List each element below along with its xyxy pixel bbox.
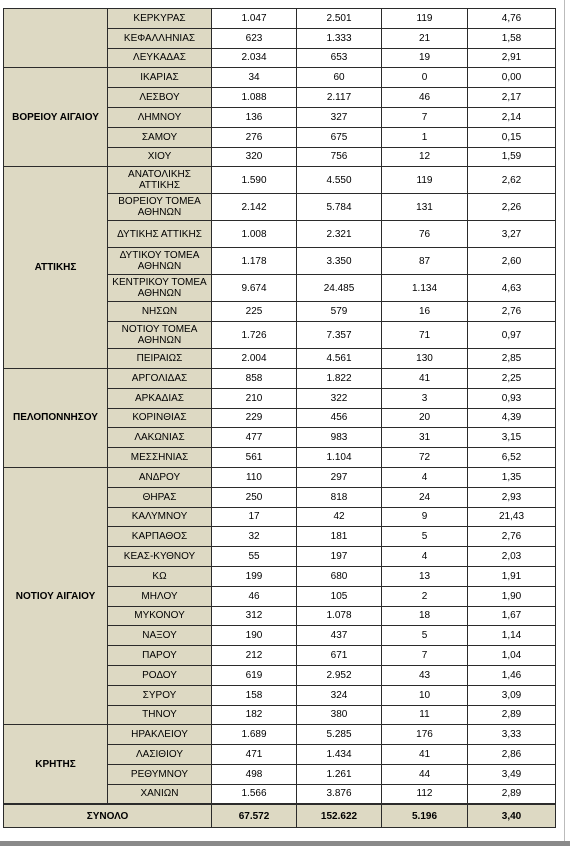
- prefecture-cell: ΛΕΣΒΟΥ: [108, 88, 212, 108]
- value-cell: 498: [212, 764, 297, 784]
- value-cell: 2.034: [212, 48, 297, 68]
- value-cell: 18: [382, 606, 468, 626]
- value-cell: 250: [212, 487, 297, 507]
- value-cell: 2,62: [468, 167, 556, 194]
- value-cell: 10: [382, 685, 468, 705]
- value-cell: 46: [382, 88, 468, 108]
- value-cell: 112: [382, 784, 468, 804]
- value-cell: 653: [297, 48, 382, 68]
- value-cell: 3,09: [468, 685, 556, 705]
- value-cell: 7: [382, 107, 468, 127]
- value-cell: 1.822: [297, 368, 382, 388]
- total-value-cell: 67.572: [212, 804, 297, 828]
- value-cell: 2,93: [468, 487, 556, 507]
- value-cell: 4.550: [297, 167, 382, 194]
- value-cell: 2.004: [212, 349, 297, 369]
- prefecture-cell: ΠΕΙΡΑΙΩΣ: [108, 349, 212, 369]
- value-cell: 1.134: [382, 275, 468, 302]
- value-cell: 181: [297, 527, 382, 547]
- table-row: [4, 467, 556, 487]
- page-bottom-bar: [0, 841, 570, 846]
- value-cell: 4: [382, 547, 468, 567]
- value-cell: 477: [212, 428, 297, 448]
- value-cell: 105: [297, 586, 382, 606]
- prefecture-cell: ΧΑΝΙΩΝ: [108, 784, 212, 804]
- value-cell: 197: [297, 547, 382, 567]
- value-cell: 4,39: [468, 408, 556, 428]
- prefecture-cell: ΔΥΤΙΚΗΣ ΑΤΤΙΚΗΣ: [108, 221, 212, 248]
- value-cell: 1.088: [212, 88, 297, 108]
- value-cell: 1.590: [212, 167, 297, 194]
- prefecture-cell: ΚΕΦΑΛΛΗΝΙΑΣ: [108, 28, 212, 48]
- prefecture-cell: ΣΥΡΟΥ: [108, 685, 212, 705]
- value-cell: 41: [382, 745, 468, 765]
- value-cell: 225: [212, 302, 297, 322]
- value-cell: 2,89: [468, 784, 556, 804]
- value-cell: 3,33: [468, 725, 556, 745]
- value-cell: 43: [382, 665, 468, 685]
- value-cell: 34: [212, 68, 297, 88]
- value-cell: 71: [382, 322, 468, 349]
- value-cell: 1,90: [468, 586, 556, 606]
- value-cell: 1.726: [212, 322, 297, 349]
- value-cell: 1,46: [468, 665, 556, 685]
- value-cell: 327: [297, 107, 382, 127]
- region-cell: ΝΟΤΙΟΥ ΑΙΓΑΙΟΥ: [4, 467, 108, 724]
- value-cell: 2,14: [468, 107, 556, 127]
- value-cell: 983: [297, 428, 382, 448]
- value-cell: 24.485: [297, 275, 382, 302]
- value-cell: 9.674: [212, 275, 297, 302]
- value-cell: 2,17: [468, 88, 556, 108]
- value-cell: 1.566: [212, 784, 297, 804]
- value-cell: 680: [297, 566, 382, 586]
- value-cell: 158: [212, 685, 297, 705]
- value-cell: 119: [382, 9, 468, 29]
- value-cell: 3,15: [468, 428, 556, 448]
- value-cell: 55: [212, 547, 297, 567]
- value-cell: 41: [382, 368, 468, 388]
- value-cell: 671: [297, 646, 382, 666]
- value-cell: 2,25: [468, 368, 556, 388]
- value-cell: 437: [297, 626, 382, 646]
- value-cell: 0,97: [468, 322, 556, 349]
- value-cell: 182: [212, 705, 297, 725]
- value-cell: 1: [382, 127, 468, 147]
- value-cell: 76: [382, 221, 468, 248]
- prefecture-cell: ΘΗΡΑΣ: [108, 487, 212, 507]
- prefecture-cell: ΝΑΞΟΥ: [108, 626, 212, 646]
- value-cell: 2,89: [468, 705, 556, 725]
- value-cell: 675: [297, 127, 382, 147]
- value-cell: 818: [297, 487, 382, 507]
- value-cell: 229: [212, 408, 297, 428]
- value-cell: 2.321: [297, 221, 382, 248]
- prefecture-cell: ΧΙΟΥ: [108, 147, 212, 167]
- prefecture-cell: ΚΕΡΚΥΡΑΣ: [108, 9, 212, 29]
- value-cell: 324: [297, 685, 382, 705]
- region-cell: ΠΕΛΟΠΟΝΝΗΣΟΥ: [4, 368, 108, 467]
- value-cell: 579: [297, 302, 382, 322]
- value-cell: 7.357: [297, 322, 382, 349]
- value-cell: 190: [212, 626, 297, 646]
- region-cell: ΑΤΤΙΚΗΣ: [4, 167, 108, 369]
- value-cell: 1.178: [212, 248, 297, 275]
- prefecture-cell: ΝΟΤΙΟΥ ΤΟΜΕΑ ΑΘΗΝΩΝ: [108, 322, 212, 349]
- prefecture-cell: ΚΟΡΙΝΘΙΑΣ: [108, 408, 212, 428]
- region-cell: [4, 9, 108, 68]
- value-cell: 19: [382, 48, 468, 68]
- value-cell: 3.350: [297, 248, 382, 275]
- value-cell: 130: [382, 349, 468, 369]
- prefecture-cell: ΜΥΚΟΝΟΥ: [108, 606, 212, 626]
- value-cell: 21,43: [468, 507, 556, 527]
- prefecture-cell: ΚΑΛΥΜΝΟΥ: [108, 507, 212, 527]
- value-cell: 13: [382, 566, 468, 586]
- prefecture-cell: ΣΑΜΟΥ: [108, 127, 212, 147]
- value-cell: 46: [212, 586, 297, 606]
- value-cell: 0,00: [468, 68, 556, 88]
- value-cell: 6,52: [468, 448, 556, 468]
- value-cell: 5: [382, 527, 468, 547]
- value-cell: 276: [212, 127, 297, 147]
- prefecture-cell: ΑΝΔΡΟΥ: [108, 467, 212, 487]
- value-cell: 12: [382, 147, 468, 167]
- value-cell: 2,85: [468, 349, 556, 369]
- value-cell: 1.047: [212, 9, 297, 29]
- value-cell: 4,76: [468, 9, 556, 29]
- value-cell: 60: [297, 68, 382, 88]
- value-cell: 21: [382, 28, 468, 48]
- value-cell: 11: [382, 705, 468, 725]
- region-cell: ΚΡΗΤΗΣ: [4, 725, 108, 804]
- value-cell: 297: [297, 467, 382, 487]
- statistics-table: [3, 8, 556, 828]
- table-row: [4, 167, 556, 194]
- value-cell: 4: [382, 467, 468, 487]
- prefecture-cell: ΜΗΛΟΥ: [108, 586, 212, 606]
- value-cell: 3: [382, 388, 468, 408]
- value-cell: 87: [382, 248, 468, 275]
- value-cell: 2,03: [468, 547, 556, 567]
- prefecture-cell: ΑΡΓΟΛΙΔΑΣ: [108, 368, 212, 388]
- prefecture-cell: ΤΗΝΟΥ: [108, 705, 212, 725]
- value-cell: 72: [382, 448, 468, 468]
- prefecture-cell: ΝΗΣΩΝ: [108, 302, 212, 322]
- prefecture-cell: ΚΑΡΠΑΘΟΣ: [108, 527, 212, 547]
- value-cell: 312: [212, 606, 297, 626]
- value-cell: 2.117: [297, 88, 382, 108]
- value-cell: 380: [297, 705, 382, 725]
- value-cell: 3,27: [468, 221, 556, 248]
- prefecture-cell: ΚΕΝΤΡΙΚΟΥ ΤΟΜΕΑ ΑΘΗΝΩΝ: [108, 275, 212, 302]
- value-cell: 1,14: [468, 626, 556, 646]
- value-cell: 5.285: [297, 725, 382, 745]
- value-cell: 1.434: [297, 745, 382, 765]
- value-cell: 5: [382, 626, 468, 646]
- table-row: [4, 68, 556, 88]
- value-cell: 24: [382, 487, 468, 507]
- value-cell: 1.104: [297, 448, 382, 468]
- value-cell: 4,63: [468, 275, 556, 302]
- value-cell: 623: [212, 28, 297, 48]
- value-cell: 1,58: [468, 28, 556, 48]
- total-label: ΣΥΝΟΛΟ: [4, 804, 212, 828]
- value-cell: 471: [212, 745, 297, 765]
- value-cell: 32: [212, 527, 297, 547]
- value-cell: 199: [212, 566, 297, 586]
- prefecture-cell: ΒΟΡΕΙΟΥ ΤΟΜΕΑ ΑΘΗΝΩΝ: [108, 194, 212, 221]
- value-cell: 4.561: [297, 349, 382, 369]
- value-cell: 619: [212, 665, 297, 685]
- table-row: [4, 9, 556, 29]
- value-cell: 136: [212, 107, 297, 127]
- prefecture-cell: ΑΡΚΑΔΙΑΣ: [108, 388, 212, 408]
- value-cell: 456: [297, 408, 382, 428]
- table-row: [4, 725, 556, 745]
- value-cell: 2: [382, 586, 468, 606]
- page-edge-line: [564, 0, 565, 841]
- value-cell: 1,91: [468, 566, 556, 586]
- value-cell: 16: [382, 302, 468, 322]
- value-cell: 2,76: [468, 527, 556, 547]
- prefecture-cell: ΔΥΤΙΚΟΥ ΤΟΜΕΑ ΑΘΗΝΩΝ: [108, 248, 212, 275]
- value-cell: 1.333: [297, 28, 382, 48]
- value-cell: 1.261: [297, 764, 382, 784]
- value-cell: 2.501: [297, 9, 382, 29]
- prefecture-cell: ΙΚΑΡΙΑΣ: [108, 68, 212, 88]
- prefecture-cell: ΛΑΣΙΘΙΟΥ: [108, 745, 212, 765]
- value-cell: 322: [297, 388, 382, 408]
- table-body: [4, 9, 556, 828]
- value-cell: 17: [212, 507, 297, 527]
- value-cell: 1,67: [468, 606, 556, 626]
- value-cell: 119: [382, 167, 468, 194]
- total-row: [4, 804, 556, 828]
- value-cell: 0,93: [468, 388, 556, 408]
- value-cell: 42: [297, 507, 382, 527]
- value-cell: 131: [382, 194, 468, 221]
- prefecture-cell: ΡΕΘΥΜΝΟΥ: [108, 764, 212, 784]
- value-cell: 2,91: [468, 48, 556, 68]
- total-value-cell: 3,40: [468, 804, 556, 828]
- value-cell: 2,60: [468, 248, 556, 275]
- value-cell: 20: [382, 408, 468, 428]
- prefecture-cell: ΛΗΜΝΟΥ: [108, 107, 212, 127]
- value-cell: 1.078: [297, 606, 382, 626]
- value-cell: 3,49: [468, 764, 556, 784]
- prefecture-cell: ΜΕΣΣΗΝΙΑΣ: [108, 448, 212, 468]
- prefecture-cell: ΗΡΑΚΛΕΙΟΥ: [108, 725, 212, 745]
- value-cell: 2,26: [468, 194, 556, 221]
- value-cell: 0: [382, 68, 468, 88]
- value-cell: 1,04: [468, 646, 556, 666]
- value-cell: 5.784: [297, 194, 382, 221]
- value-cell: 320: [212, 147, 297, 167]
- value-cell: 44: [382, 764, 468, 784]
- value-cell: 2.142: [212, 194, 297, 221]
- value-cell: 9: [382, 507, 468, 527]
- value-cell: 176: [382, 725, 468, 745]
- value-cell: 7: [382, 646, 468, 666]
- prefecture-cell: ΑΝΑΤΟΛΙΚΗΣ ΑΤΤΙΚΗΣ: [108, 167, 212, 194]
- total-value-cell: 5.196: [382, 804, 468, 828]
- value-cell: 0,15: [468, 127, 556, 147]
- value-cell: 212: [212, 646, 297, 666]
- value-cell: 1,35: [468, 467, 556, 487]
- value-cell: 110: [212, 467, 297, 487]
- prefecture-cell: ΛΑΚΩΝΙΑΣ: [108, 428, 212, 448]
- value-cell: 2,86: [468, 745, 556, 765]
- value-cell: 858: [212, 368, 297, 388]
- value-cell: 756: [297, 147, 382, 167]
- prefecture-cell: ΚΕΑΣ-ΚΥΘΝΟΥ: [108, 547, 212, 567]
- prefecture-cell: ΚΩ: [108, 566, 212, 586]
- value-cell: 210: [212, 388, 297, 408]
- value-cell: 3.876: [297, 784, 382, 804]
- table-row: [4, 368, 556, 388]
- value-cell: 1.008: [212, 221, 297, 248]
- value-cell: 31: [382, 428, 468, 448]
- value-cell: 2,76: [468, 302, 556, 322]
- value-cell: 1,59: [468, 147, 556, 167]
- value-cell: 1.689: [212, 725, 297, 745]
- prefecture-cell: ΛΕΥΚΑΔΑΣ: [108, 48, 212, 68]
- region-cell: ΒΟΡΕΙΟΥ ΑΙΓΑΙΟΥ: [4, 68, 108, 167]
- total-value-cell: 152.622: [297, 804, 382, 828]
- prefecture-cell: ΠΑΡΟΥ: [108, 646, 212, 666]
- value-cell: 561: [212, 448, 297, 468]
- value-cell: 2.952: [297, 665, 382, 685]
- prefecture-cell: ΡΟΔΟΥ: [108, 665, 212, 685]
